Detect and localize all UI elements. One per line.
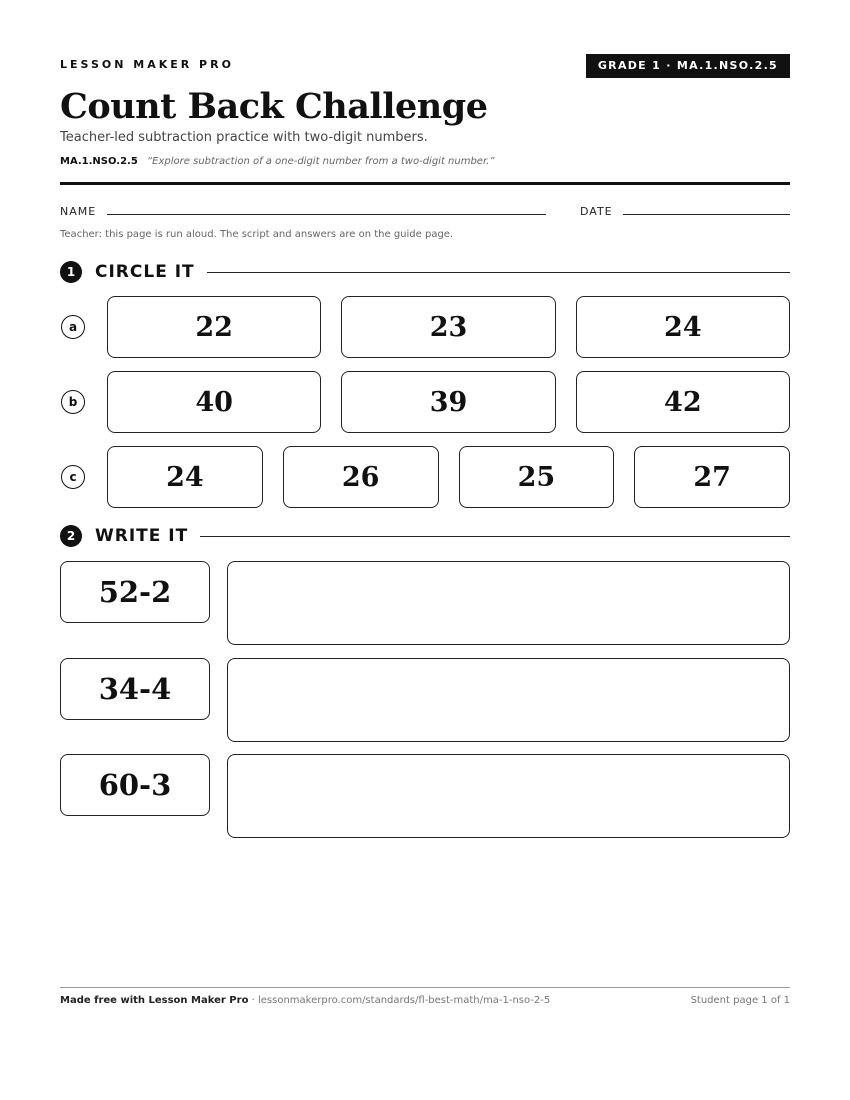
header-divider	[60, 182, 790, 185]
problem-expression: 34-4	[60, 658, 210, 720]
page-subtitle: Teacher-led subtraction practice with two-digit numbers.	[60, 130, 428, 145]
choice-option[interactable]: 23	[341, 296, 555, 358]
problem-expression: 60-3	[60, 754, 210, 816]
section-number-badge: 1	[60, 261, 82, 283]
teacher-note: Teacher: this page is run aloud. The script and answers are on the guide page.	[60, 229, 454, 240]
row-letter-b: b	[61, 390, 85, 414]
choice-option[interactable]: 42	[576, 371, 790, 433]
choice-option[interactable]: 22	[107, 296, 321, 358]
footer-page-label: Student page 1 of 1	[690, 995, 790, 1006]
choice-option[interactable]: 26	[283, 446, 439, 508]
footer-made-with: Made free with Lesson Maker Pro	[60, 995, 249, 1006]
section-write-it-header	[60, 525, 790, 547]
choice-option[interactable]: 24	[107, 446, 263, 508]
problem-expression: 52-2	[60, 561, 210, 623]
choice-option[interactable]: 25	[459, 446, 615, 508]
answer-box[interactable]	[227, 658, 790, 742]
section-title: CIRCLE IT	[95, 262, 195, 282]
footer-url[interactable]: · lessonmakerpro.com/standards/fl-best-math/ma-1-nso-2-5	[248, 995, 551, 1006]
choice-row-c	[107, 446, 790, 508]
page-title: Count Back Challenge	[60, 86, 488, 127]
date-field[interactable]	[623, 214, 790, 215]
choice-option[interactable]: 24	[576, 296, 790, 358]
grade-badge: GRADE 1 · MA.1.NSO.2.5	[586, 54, 790, 78]
choice-row-a	[107, 296, 790, 358]
section-circle-it-header	[60, 261, 790, 283]
name-label: NAME	[60, 205, 97, 218]
answer-box[interactable]	[227, 754, 790, 838]
row-letter-c: c	[61, 465, 85, 489]
standard-quote: “Explore subtraction of a one-digit number from a two-digit number.”	[147, 156, 495, 167]
section-number-badge: 2	[60, 525, 82, 547]
date-label: DATE	[580, 205, 613, 218]
name-field[interactable]	[107, 214, 546, 215]
standard-line	[60, 156, 495, 167]
footer-credit	[60, 995, 550, 1006]
choice-row-b	[107, 371, 790, 433]
brand-name: LESSON MAKER PRO	[60, 58, 234, 71]
row-letter-a: a	[61, 315, 85, 339]
choice-option[interactable]: 40	[107, 371, 321, 433]
choice-option[interactable]: 27	[634, 446, 790, 508]
section-title: WRITE IT	[95, 526, 189, 546]
section-divider	[200, 536, 790, 537]
standard-code: MA.1.NSO.2.5	[60, 156, 138, 167]
choice-option[interactable]: 39	[341, 371, 555, 433]
section-divider	[207, 272, 790, 273]
answer-box[interactable]	[227, 561, 790, 645]
footer-divider	[60, 987, 790, 988]
